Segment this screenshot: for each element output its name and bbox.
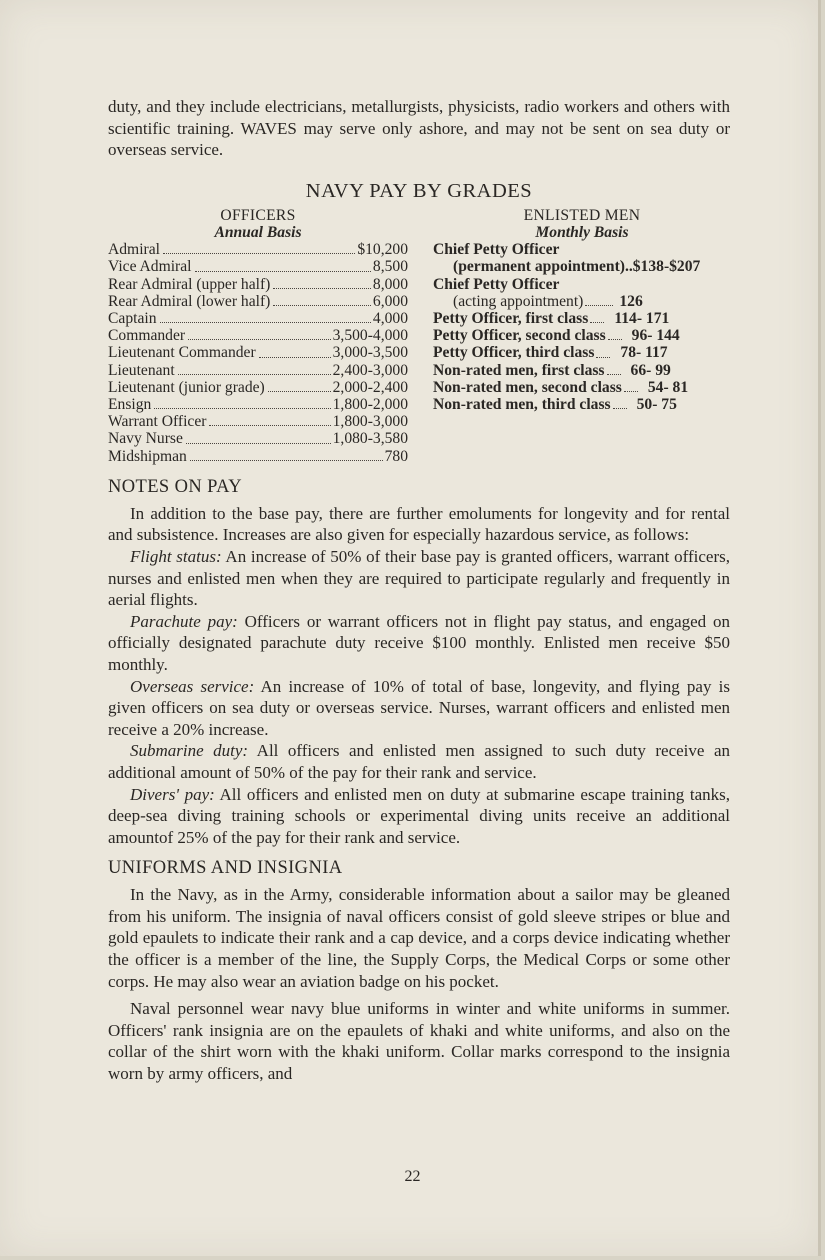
enlisted-cpo-acting bbox=[433, 293, 731, 310]
leader-dots bbox=[273, 293, 371, 306]
officer-pay: 3,500-4,000 bbox=[332, 327, 408, 345]
officer-pay: 2,000-2,400 bbox=[332, 378, 408, 396]
officer-row bbox=[108, 276, 408, 293]
enlisted-list bbox=[433, 310, 731, 413]
officer-row bbox=[108, 396, 408, 413]
leader-dots bbox=[160, 310, 371, 323]
enlisted-grade: Non-rated men, first class bbox=[433, 361, 605, 379]
enlisted-pay: 78- 117 bbox=[620, 344, 668, 362]
officer-row bbox=[108, 241, 408, 258]
pay-note-term: Overseas service: bbox=[130, 676, 255, 696]
leader-dots bbox=[188, 327, 331, 340]
officer-row bbox=[108, 448, 408, 465]
leader-dots bbox=[590, 310, 604, 323]
enlisted-row bbox=[433, 327, 731, 344]
enlisted-column bbox=[433, 207, 731, 413]
enlisted-cpo-permanent: (permanent appointment)..$138-$207 bbox=[453, 258, 701, 276]
enlisted-basis: Monthly Basis bbox=[535, 223, 629, 241]
officer-row bbox=[108, 293, 408, 310]
uniforms-paragraph-2: Naval personnel wear navy blue uniforms in winter and white uniforms in summer. Officers' rank insignia are on the epaulets of khaki and white uniforms, and also on the collar of the shirt worn with the khaki uniform. Collar marks correspond to the insignia worn by army officers, and bbox=[108, 999, 730, 1084]
officer-row bbox=[108, 379, 408, 396]
pay-note-text: All officers and enlisted men on duty at submarine escape training tanks, deep-sea diving training schools or experimental diving units receive an additional amountof 25% of the pay for their rank and service. bbox=[108, 784, 730, 847]
pay-note bbox=[108, 546, 730, 611]
enlisted-heading: ENLISTED MEN bbox=[523, 206, 641, 224]
leader-dots bbox=[190, 448, 383, 461]
page-number: 22 bbox=[404, 1168, 421, 1185]
pay-note-term: Divers' pay: bbox=[130, 784, 215, 804]
leader-dots bbox=[607, 362, 621, 375]
enlisted-grade: Petty Officer, third class bbox=[433, 344, 595, 362]
officer-row bbox=[108, 344, 408, 361]
enlisted-cpo-line-2: Chief Petty Officer bbox=[433, 275, 560, 293]
leader-dots bbox=[268, 379, 331, 392]
enlisted-grade: Non-rated men, second class bbox=[433, 378, 622, 396]
officer-grade: Vice Admiral bbox=[108, 258, 192, 276]
enlisted-pay: 54- 81 bbox=[647, 378, 689, 396]
pay-note-term: Flight status: bbox=[130, 546, 222, 566]
officer-pay: 4,000 bbox=[372, 310, 408, 327]
officer-pay: 8,500 bbox=[372, 258, 408, 276]
leader-dots bbox=[608, 327, 622, 340]
pay-table bbox=[108, 207, 730, 469]
officer-row bbox=[108, 310, 408, 327]
officer-pay: 8,000 bbox=[372, 275, 408, 293]
enlisted-grade: Petty Officer, second class bbox=[433, 327, 606, 345]
enlisted-pay: 96- 144 bbox=[631, 327, 680, 345]
uniforms-paragraph-1: In the Navy, as in the Army, considerable information about a sailor may be gleaned from his uniform. The insignia of naval officers consist of gold sleeve stripes or blue and gold epaulets to indicate their rank and a cap device, and a corps device indicating whether the officer is a member of the line, the Supply Corps, the Medical Corps or some other corps. He may also wear an aviation badge on his pocket. bbox=[108, 885, 730, 991]
leader-dots bbox=[163, 241, 355, 254]
pay-note-text: An increase of 50% of their base pay is granted officers, warrant officers, nurses and enlisted men when they are required to participate regularly and frequently in aerial flights. bbox=[108, 546, 730, 610]
officer-pay: 780 bbox=[384, 447, 408, 465]
pay-note bbox=[108, 740, 730, 783]
officer-grade: Rear Admiral (upper half) bbox=[108, 275, 271, 293]
enlisted-row bbox=[433, 396, 731, 413]
intro-paragraph: duty, and they include electricians, metallurgists, physicists, radio workers and others with scientific training. WAVES may serve only ashore, and may not be sent on sea duty or overseas service. bbox=[108, 97, 730, 160]
leader-dots bbox=[186, 430, 331, 443]
enlisted-grade: Non-rated men, third class bbox=[433, 396, 611, 414]
officers-list bbox=[108, 241, 408, 465]
officer-pay: 3,000-3,500 bbox=[332, 344, 408, 362]
officer-pay: 1,080-3,580 bbox=[332, 430, 408, 448]
enlisted-pay: 50- 75 bbox=[636, 396, 677, 414]
officer-grade: Rear Admiral (lower half) bbox=[108, 292, 271, 310]
leader-dots bbox=[596, 344, 610, 357]
enlisted-cpo-acting-label: (acting appointment) bbox=[453, 292, 584, 310]
officer-pay: 2,400-3,000 bbox=[332, 361, 408, 379]
pay-note-term: Parachute pay: bbox=[130, 611, 238, 631]
officer-grade: Lieutenant bbox=[108, 361, 175, 379]
enlisted-row bbox=[433, 379, 731, 396]
officer-grade: Midshipman bbox=[108, 447, 187, 465]
enlisted-pay: 66- 99 bbox=[630, 361, 671, 379]
officer-pay: $10,200 bbox=[357, 241, 408, 259]
enlisted-row bbox=[433, 310, 731, 327]
pay-note-text: An increase of 10% of total of base, longevity, and flying pay is given officers on sea duty or overseas service. Nurses, warrant officers and enlisted men receive a 20% increase. bbox=[108, 676, 731, 739]
officer-grade: Warrant Officer bbox=[108, 413, 207, 431]
officer-grade: Commander bbox=[108, 327, 186, 345]
officer-pay: 1,800-2,000 bbox=[332, 396, 408, 414]
officer-row bbox=[108, 258, 408, 275]
leader-dots bbox=[195, 258, 371, 271]
officer-row bbox=[108, 327, 408, 344]
notes-list bbox=[108, 546, 730, 848]
leader-dots bbox=[259, 344, 331, 357]
officer-grade: Lieutenant Commander bbox=[108, 344, 256, 362]
pay-table-title: NAVY PAY BY GRADES bbox=[305, 179, 533, 202]
officer-grade: Navy Nurse bbox=[108, 430, 183, 448]
pay-note bbox=[108, 784, 730, 849]
uniforms-heading: UNIFORMS AND INSIGNIA bbox=[108, 858, 343, 879]
officer-grade: Captain bbox=[108, 310, 157, 327]
officer-row bbox=[108, 362, 408, 379]
leader-dots bbox=[154, 396, 330, 409]
leader-dots bbox=[178, 362, 331, 375]
officers-heading: OFFICERS bbox=[220, 206, 296, 224]
officers-basis: Annual Basis bbox=[214, 223, 302, 241]
officer-grade: Admiral bbox=[108, 241, 160, 259]
leader-dots bbox=[624, 379, 638, 392]
officer-pay: 6,000 bbox=[372, 292, 408, 310]
notes-intro: In addition to the base pay, there are further emoluments for longevity and for rental and subsistence. Increases are also given for especially hazardous service, as follows: bbox=[108, 503, 730, 545]
enlisted-cpo-line: Chief Petty Officer bbox=[433, 241, 560, 259]
officers-column bbox=[108, 207, 408, 465]
leader-dots bbox=[585, 293, 613, 306]
notes-heading: NOTES ON PAY bbox=[108, 476, 242, 497]
leader-dots bbox=[613, 396, 627, 409]
pay-note bbox=[108, 676, 730, 741]
officer-row bbox=[108, 413, 408, 430]
leader-dots bbox=[273, 276, 371, 289]
officer-grade: Lieutenant (junior grade) bbox=[108, 378, 265, 396]
enlisted-cpo-acting-pay: 126 bbox=[619, 292, 643, 310]
officer-row bbox=[108, 430, 408, 447]
enlisted-row bbox=[433, 344, 731, 361]
page-content bbox=[108, 96, 730, 1085]
officer-grade: Ensign bbox=[108, 396, 152, 414]
pay-note-text: All officers and enlisted men assigned to such duty receive an additional amount of 50% of the pay for their rank and service. bbox=[108, 741, 730, 782]
officer-pay: 1,800-3,000 bbox=[332, 413, 408, 431]
enlisted-pay: 114- 171 bbox=[614, 310, 670, 327]
leader-dots bbox=[209, 413, 330, 426]
enlisted-grade: Petty Officer, first class bbox=[433, 310, 589, 327]
enlisted-row bbox=[433, 362, 731, 379]
pay-note bbox=[108, 611, 730, 676]
pay-note-text: Officers or warrant officers not in flight pay status, and engaged on officially designated parachute duty receive $100 monthly. Enlisted men receive $50 monthly. bbox=[108, 611, 730, 674]
pay-note-term: Submarine duty: bbox=[130, 741, 249, 761]
